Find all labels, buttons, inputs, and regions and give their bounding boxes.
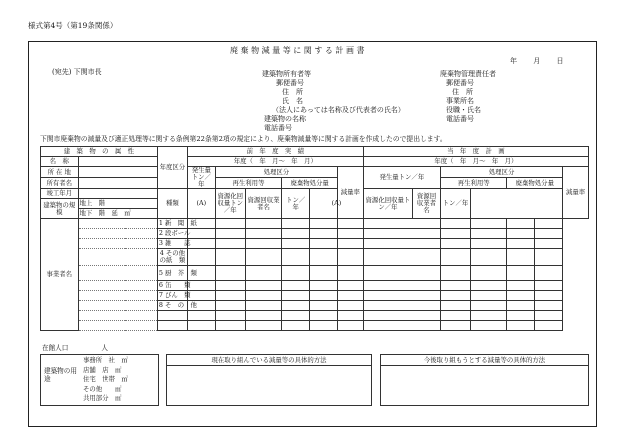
scale-label: 建築物の規 模 xyxy=(41,199,79,219)
business-label: 事業者名 xyxy=(41,219,79,331)
col-a-current: (A) xyxy=(310,189,364,219)
owner-postal: 郵便番号 xyxy=(276,79,304,87)
treat-label-current: 処理区分 xyxy=(440,167,562,178)
waste-table xyxy=(40,146,589,331)
disposal-label-current: トン／年 xyxy=(440,189,470,219)
gen-label: 発生量トン／年 xyxy=(187,167,215,189)
manager-header: 廃棄物管理責任者 xyxy=(440,70,496,78)
business-name-line[interactable] xyxy=(78,311,157,321)
location-field[interactable] xyxy=(78,167,157,178)
building-name-field[interactable] xyxy=(78,157,157,167)
current-method-header: 現在取り組んでいる減量等の具体的方法 xyxy=(167,355,371,366)
business-name-line[interactable] xyxy=(78,301,157,311)
owner-header: 建築物所有者等 xyxy=(262,70,311,78)
occupants: 在館人口 人 xyxy=(42,344,108,352)
col-a: (A) xyxy=(187,189,215,219)
gen-label-current: 発生量トン／年 xyxy=(363,167,440,189)
prev-header: 前 年 度 実 績 xyxy=(187,147,363,157)
manager-phone: 電話番号 xyxy=(446,115,474,123)
owner-phone: 電話番号 xyxy=(264,124,292,132)
attr-header: 建 築 物 の 属 性 xyxy=(41,147,158,157)
business-name-line[interactable] xyxy=(78,239,157,249)
business-name-line[interactable] xyxy=(78,219,157,229)
form-title: 廃 棄 物 減 量 等 に 関 す る 計 画 書 xyxy=(230,46,365,55)
waste-label-current: 廃棄物処分量 xyxy=(507,178,563,189)
kind-name: 1 新 聞 紙 xyxy=(158,219,197,227)
use-list xyxy=(83,356,128,404)
use-item: 店舗 店 ㎡ xyxy=(83,365,122,374)
floors-below: 地下 階 延 ㎡ xyxy=(78,209,157,219)
business-name-line[interactable] xyxy=(78,266,157,281)
manager-position: 役職・氏名 xyxy=(446,106,481,114)
owner-name-field[interactable] xyxy=(78,178,157,189)
kind-name: 5 厨 芥 類 xyxy=(157,266,187,281)
current-method-box[interactable] xyxy=(166,354,372,406)
fiscal-label: 年度区分 xyxy=(157,147,187,189)
future-method-header: 今後取り組もうとする減量等の具体的方法 xyxy=(381,355,588,366)
prev-period: 年度（ 年 月～ 年 月） xyxy=(187,157,363,167)
kind-label: 種類 xyxy=(157,189,187,219)
curr-period: 年度（ 年 月～ 年 月） xyxy=(363,157,588,167)
kind-name: 4 その他の紙 類 xyxy=(157,249,187,266)
kind-name: 7 びん 類 xyxy=(158,291,191,299)
reuse-label-current: 再生利用等 xyxy=(440,178,506,189)
recover-label-current: 資源化回収量トン／年 xyxy=(363,189,412,219)
rate-label: 減量率 xyxy=(337,167,363,219)
treat-label: 処理区分 xyxy=(215,167,337,178)
vendor-label-current: 資源回収業者名 xyxy=(413,189,441,219)
date-line: 年 月 日 xyxy=(510,57,564,65)
recover-label: 資源化回収量トン／年 xyxy=(215,189,245,219)
manager-address: 住 所 xyxy=(452,88,473,96)
vendor-label: 資源回収業者名 xyxy=(245,189,281,219)
manager-office: 事業所名 xyxy=(446,97,474,105)
attr-row-label: 所有者名 xyxy=(41,178,79,189)
owner-name-note: （法人にあっては名称及び代表者の氏名） xyxy=(272,106,405,114)
business-name-line[interactable] xyxy=(78,229,157,239)
form-number: 様式第4号（第19条関係） xyxy=(28,21,118,30)
kind-name: 8 そ の 他 xyxy=(158,301,197,309)
owner-address: 住 所 xyxy=(282,88,303,96)
owner-name: 氏 名 xyxy=(282,97,303,105)
waste-label: 廃棄物処分量 xyxy=(282,178,338,189)
manager-postal: 郵便番号 xyxy=(446,79,474,87)
use-item: その他 ㎡ xyxy=(83,384,122,393)
business-name-line[interactable] xyxy=(78,291,157,301)
disposal-label: トン／年 xyxy=(282,189,310,219)
reuse-label: 再生利用等 xyxy=(215,178,281,189)
rate-label-current: 減量率 xyxy=(563,167,589,219)
floors-above: 地上 階 xyxy=(78,199,157,209)
use-item: 事務所 社 ㎡ xyxy=(83,356,128,364)
business-name-line[interactable] xyxy=(78,321,157,331)
business-name-line[interactable] xyxy=(78,281,157,291)
attr-row-label: 名 称 xyxy=(41,157,79,167)
statement: 下関市廃棄物の減量及び適正処理等に関する条例第22条第2項の規定により、廃棄物減量等に関する計画を作成したので提出します。 xyxy=(40,135,447,143)
kind-name: 3 雑 誌 xyxy=(158,239,191,247)
attr-row-label: 所 在 地 xyxy=(41,167,79,178)
kind-name: 2 段ボール xyxy=(158,229,191,237)
use-item: 共用部分 ㎡ xyxy=(83,394,122,402)
business-name-line[interactable] xyxy=(78,249,157,266)
owner-building-name: 建築物の名称 xyxy=(264,115,306,123)
attr-row-label: 竣工年月 xyxy=(41,189,79,199)
future-method-box[interactable] xyxy=(380,354,589,406)
curr-header: 当 年 度 計 画 xyxy=(363,147,588,157)
kind-name: 6 缶 類 xyxy=(158,281,191,289)
use-label: 建築物の用 途 xyxy=(44,367,84,383)
completion-field[interactable] xyxy=(78,189,157,199)
building-use-block xyxy=(40,354,159,406)
addressee: (宛先) 下関市長 xyxy=(52,68,102,76)
use-item: 住宅 世帯 ㎡ xyxy=(83,375,128,383)
